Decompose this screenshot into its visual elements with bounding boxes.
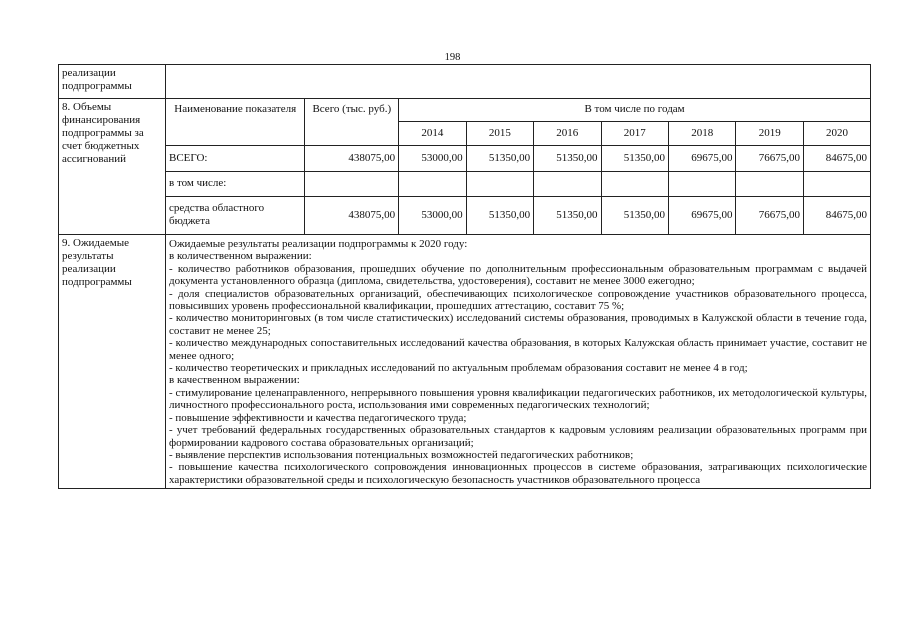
fin-row-value: 51350,00 xyxy=(466,196,533,234)
year-cell: 2015 xyxy=(466,121,533,145)
results-line: Ожидаемые результаты реализации подпрограммы к 2020 году: xyxy=(169,238,468,250)
results-line: - количество мониторинговых (в том числе статистических) исследований системы образования, проводимых в Калужской области в течение года, составит не менее 25; xyxy=(169,312,867,337)
fin-row-value: 76675,00 xyxy=(736,196,803,234)
financing-cell xyxy=(166,99,871,235)
fin-row-total: 438075,00 xyxy=(305,196,399,234)
fin-header-row xyxy=(166,99,870,121)
year-cell: 2014 xyxy=(399,121,466,145)
results-line: - повышение эффективности и качества педагогического труда; xyxy=(169,411,467,424)
fin-data-row xyxy=(166,171,870,196)
fin-row-value xyxy=(534,171,601,196)
fin-row-name: средства областного бюджета xyxy=(166,196,305,234)
year-cell: 2019 xyxy=(736,121,803,145)
continuation-content xyxy=(166,65,871,99)
fin-row-name: в том числе: xyxy=(166,171,305,196)
fin-header-name: Наименование показателя xyxy=(166,99,305,145)
year-cell: 2017 xyxy=(601,121,668,145)
fin-row-value: 51350,00 xyxy=(601,196,668,234)
fin-row-value: 51350,00 xyxy=(601,145,668,171)
results-line: - количество международных сопоставительных исследований качества образования, в которых Калужская область принимает участие, составит не менее одного; xyxy=(169,337,867,362)
continuation-row xyxy=(59,65,871,99)
fin-row-value xyxy=(669,171,736,196)
results-line: - выявление перспектив использования потенциальных возможностей педагогических работников; xyxy=(169,448,634,461)
fin-row-total: 438075,00 xyxy=(305,145,399,171)
fin-row-value: 53000,00 xyxy=(399,196,466,234)
fin-row-value: 51350,00 xyxy=(466,145,533,171)
results-label: 9. Ожидаемые результаты реализации подпрограммы xyxy=(59,235,166,489)
fin-row-name: ВСЕГО: xyxy=(166,145,305,171)
results-line: - доля специалистов образовательных организаций, обеспечивающих психологическое сопровождение участников образовательного процесса, повысивших уровень профессиональной квалификации, прошедших аттестацию, составит 75 %; xyxy=(169,287,867,313)
fin-row-total xyxy=(305,171,399,196)
fin-data-row xyxy=(166,145,870,171)
financing-row xyxy=(59,99,871,235)
results-line: - количество работников образования, прошедших обучение по дополнительным профессиональным образовательным программам с выдачей документа установленного образца (диплома, свидетельства, удостоверения), составит не менее 3000 ежегодно; xyxy=(169,262,867,288)
fin-row-value: 53000,00 xyxy=(399,145,466,171)
results-line: в качественном выражении: xyxy=(169,374,300,387)
fin-row-value xyxy=(601,171,668,196)
results-row xyxy=(59,235,871,489)
fin-row-value: 69675,00 xyxy=(669,196,736,234)
fin-row-value xyxy=(803,171,870,196)
fin-row-value: 84675,00 xyxy=(803,145,870,171)
results-line: - количество теоретических и прикладных исследований по актуальным проблемам образования составит не менее 4 в год; xyxy=(169,362,748,375)
fin-header-by-years: В том числе по годам xyxy=(399,99,870,121)
fin-row-value xyxy=(736,171,803,196)
fin-row-value xyxy=(399,171,466,196)
fin-row-value: 84675,00 xyxy=(803,196,870,234)
year-cell: 2020 xyxy=(803,121,870,145)
results-text xyxy=(166,235,870,488)
results-line: в количественном выражении: xyxy=(169,250,312,263)
financing-table xyxy=(166,99,870,234)
fin-row-value: 69675,00 xyxy=(669,145,736,171)
financing-label: 8. Объемы финансирования подпрограммы за счет бюджетных ассигнований xyxy=(59,99,166,235)
results-cell xyxy=(166,235,871,489)
fin-row-value: 51350,00 xyxy=(534,145,601,171)
continuation-label: реализации подпрограммы xyxy=(59,65,166,99)
results-line: - стимулирование целенаправленного, непрерывного повышения уровня квалификации педагогических работников, их методологической культуры, личностного профессионального роста, использования ими современных педагогических технологий; xyxy=(169,386,867,412)
fin-data-row xyxy=(166,196,870,234)
fin-row-value: 51350,00 xyxy=(534,196,601,234)
fin-header-total: Всего (тыс. руб.) xyxy=(305,99,399,145)
page-number: 198 xyxy=(444,52,461,63)
subprogram-passport-table xyxy=(58,64,871,489)
results-line: - повышение качества психологического сопровождения инновационных процессов в системе образования, затрагивающих психологические характеристики образовательной среды и психологическую безопасность участников образовательного процесса xyxy=(169,461,867,486)
year-cell: 2016 xyxy=(534,121,601,145)
fin-row-value xyxy=(466,171,533,196)
results-line: - учет требований федеральных государственных образовательных стандартов к кадровым условиям реализации образовательных программ при формировании кадрового состава образовательных организаций; xyxy=(169,424,867,449)
fin-row-value: 76675,00 xyxy=(736,145,803,171)
year-cell: 2018 xyxy=(669,121,736,145)
